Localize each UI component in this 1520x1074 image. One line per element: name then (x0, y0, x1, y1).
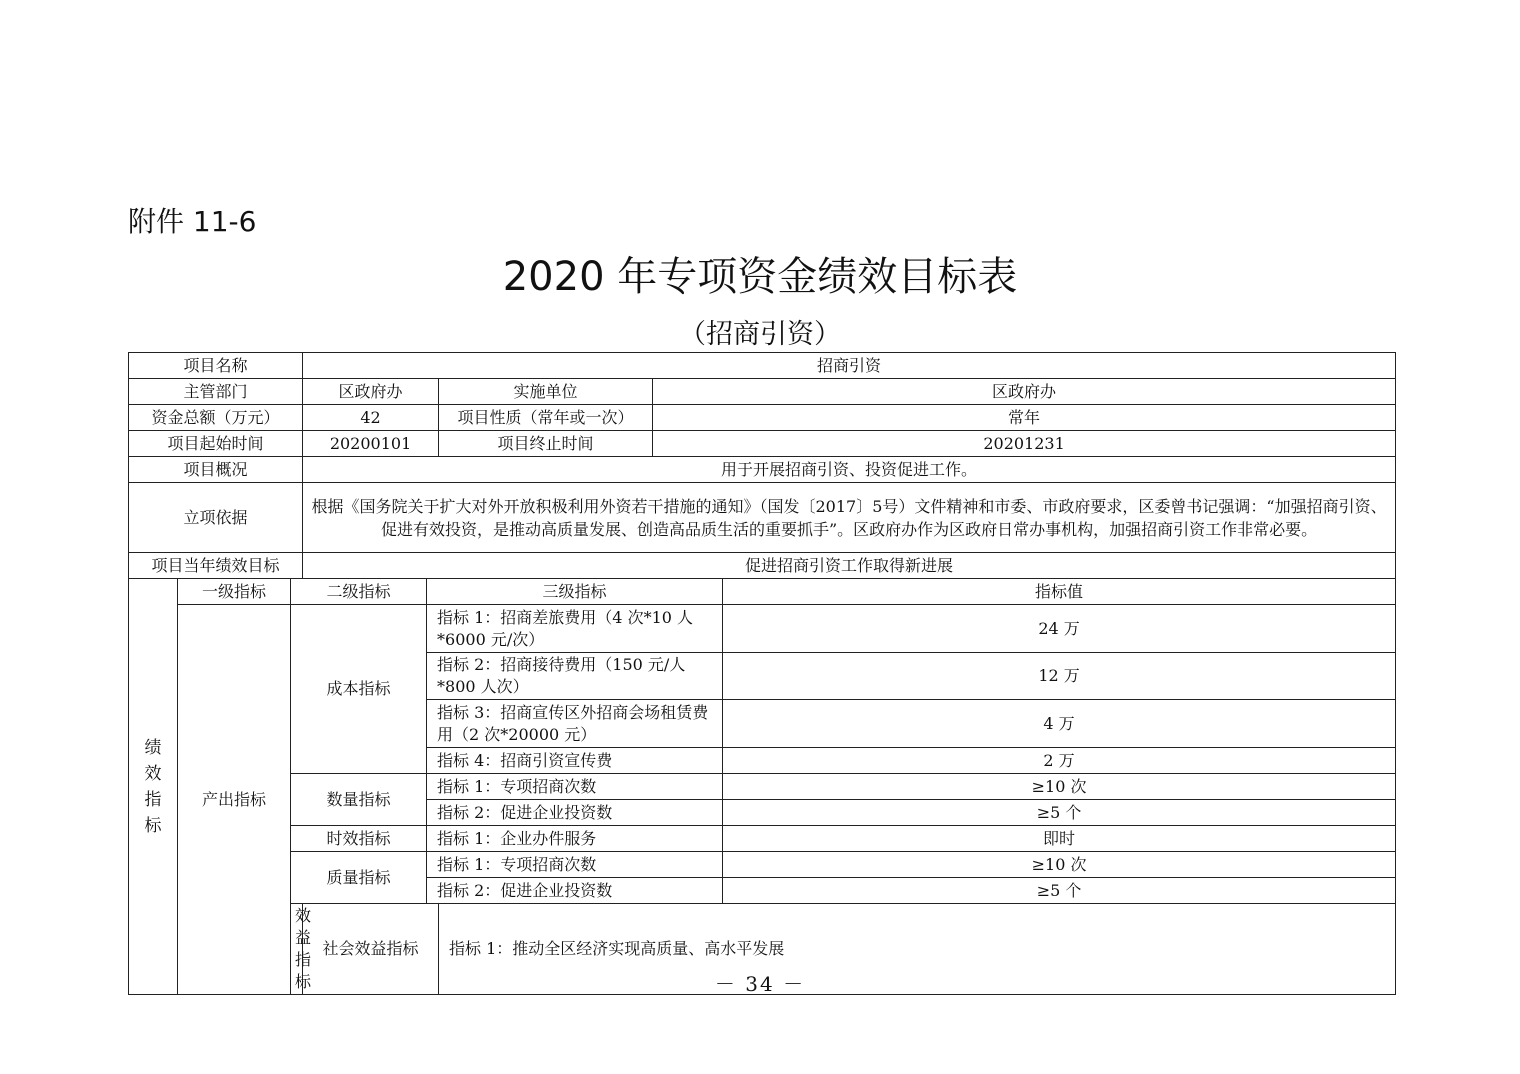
cost-item-2-value: 12 万 (723, 653, 1396, 700)
dept-value: 区政府办 (303, 379, 439, 405)
header-level3: 三级指标 (427, 579, 723, 605)
goal-label: 项目当年绩效目标 (129, 553, 303, 579)
attachment-label: 附件 11-6 (128, 205, 257, 238)
social-indicator-label: 社会效益指标 (303, 904, 439, 995)
quality-item-2-value: ≥5 个 (723, 878, 1396, 904)
header-value: 指标值 (723, 579, 1396, 605)
quality-indicator-label: 质量指标 (291, 852, 427, 904)
dept-label: 主管部门 (129, 379, 303, 405)
output-indicator-label: 产出指标 (178, 605, 291, 995)
table-row (129, 431, 1396, 457)
nature-label: 项目性质（常年或一次） (439, 405, 653, 431)
fund-value: 42 (303, 405, 439, 431)
quantity-indicator-label: 数量指标 (291, 774, 427, 826)
cost-item-1-name: 指标 1：招商差旅费用（4 次*10 人*6000 元/次） (427, 605, 723, 653)
table-row (129, 353, 1396, 379)
nature-value: 常年 (653, 405, 1396, 431)
performance-target-table (128, 352, 1396, 995)
fund-label: 资金总额（万元） (129, 405, 303, 431)
social-item-1-name: 指标 1：推动全区经济实现高质量、高水平发展 (439, 904, 1396, 995)
cost-item-3-value: 4 万 (723, 700, 1396, 748)
table-row (129, 483, 1396, 553)
cost-indicator-label: 成本指标 (291, 605, 427, 774)
timeliness-item-1-value: 即时 (723, 826, 1396, 852)
end-label: 项目终止时间 (439, 431, 653, 457)
table-row (129, 579, 1396, 605)
quantity-item-1-value: ≥10 次 (723, 774, 1396, 800)
impl-label: 实施单位 (439, 379, 653, 405)
benefit-indicator-label: 效益指标 (291, 904, 303, 995)
quality-item-1-value: ≥10 次 (723, 852, 1396, 878)
document-subtitle: （招商引资） (679, 319, 841, 350)
timeliness-indicator-label: 时效指标 (291, 826, 427, 852)
cost-item-4-name: 指标 4：招商引资宣传费 (427, 748, 723, 774)
header-level2: 二级指标 (291, 579, 427, 605)
quantity-item-2-name: 指标 2：促进企业投资数 (427, 800, 723, 826)
impl-value: 区政府办 (653, 379, 1396, 405)
table-row (129, 605, 1396, 653)
basis-value: 根据《国务院关于扩大对外开放积极利用外资若干措施的通知》（国发〔2017〕5号）文件精神和市委、市政府要求，区委曾书记强调：“加强招商引资、促进有效投资，是推动高质量发展、创造高品质生活的重要抓手”。区政府办作为区政府日常办事机构，加强招商引资工作非常必要。 (303, 483, 1396, 553)
overview-value: 用于开展招商引资、投资促进工作。 (303, 457, 1396, 483)
table-row (129, 852, 1396, 878)
quality-item-1-name: 指标 1：专项招商次数 (427, 852, 723, 878)
goal-value: 促进招商引资工作取得新进展 (303, 553, 1396, 579)
timeliness-item-1-name: 指标 1：企业办件服务 (427, 826, 723, 852)
table-row (129, 379, 1396, 405)
table-row (129, 553, 1396, 579)
cost-item-2-name: 指标 2：招商接待费用（150 元/人*800 人次） (427, 653, 723, 700)
cost-item-4-value: 2 万 (723, 748, 1396, 774)
project-name-value: 招商引资 (303, 353, 1396, 379)
quantity-item-1-name: 指标 1：专项招商次数 (427, 774, 723, 800)
start-value: 20200101 (303, 431, 439, 457)
quality-item-2-name: 指标 2：促进企业投资数 (427, 878, 723, 904)
table-row (129, 405, 1396, 431)
project-name-label: 项目名称 (129, 353, 303, 379)
page-number: － 34 － (714, 972, 806, 996)
overview-label: 项目概况 (129, 457, 303, 483)
document-title: 2020 年专项资金绩效目标表 (502, 254, 1018, 300)
table-row (129, 457, 1396, 483)
header-level1: 一级指标 (178, 579, 291, 605)
quantity-item-2-value: ≥5 个 (723, 800, 1396, 826)
end-value: 20201231 (653, 431, 1396, 457)
cost-item-3-name: 指标 3：招商宣传区外招商会场租赁费用（2 次*20000 元） (427, 700, 723, 748)
table-row (129, 774, 1396, 800)
cost-item-1-value: 24 万 (723, 605, 1396, 653)
start-label: 项目起始时间 (129, 431, 303, 457)
indicators-section-label: 绩效指标 (129, 579, 178, 995)
table-row (129, 826, 1396, 852)
basis-label: 立项依据 (129, 483, 303, 553)
